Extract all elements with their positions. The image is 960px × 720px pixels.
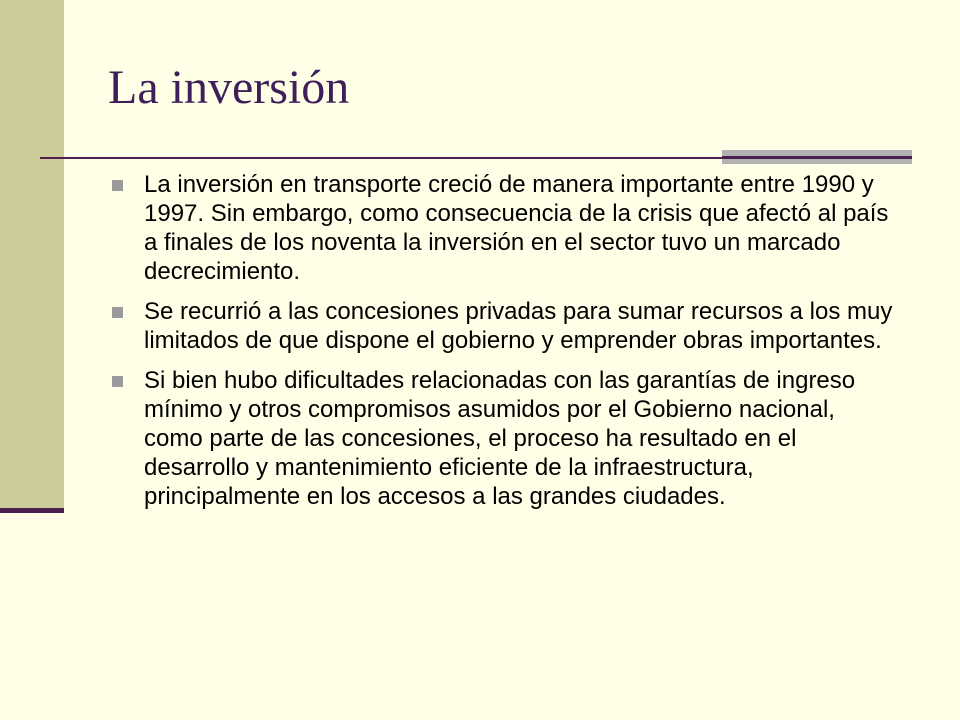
bullet-text: La inversión en transporte creció de manera importante entre 1990 y 1997. Sin embargo, como consecuencia de la crisis que afectó al país a finales de los noventa la inversión en el sector tuvo un marcado decrecimiento.: [144, 171, 889, 285]
bullet-item: [110, 170, 900, 286]
square-bullet-icon: [112, 180, 123, 191]
bullet-text: Se recurrió a las concesiones privadas para sumar recursos a los muy limitados de que dispone el gobierno y emprender obras importantes.: [144, 298, 893, 354]
title-accent-line: [722, 156, 912, 158]
slide-title: La inversión: [108, 61, 350, 114]
side-band: [0, 0, 64, 510]
bullet-item: [110, 297, 900, 355]
square-bullet-icon: [112, 307, 123, 318]
bullet-text: Si bien hubo dificultades relacionadas con las garantías de ingreso mínimo y otros compromisos asumidos por el Gobierno nacional, como parte de las concesiones, el proceso ha resultado en el desarrollo y mantenimiento eficiente de la infraestructura, principalmente en los accesos a las grandes ciudades.: [144, 367, 856, 510]
square-bullet-icon: [112, 376, 123, 387]
bullet-item: [110, 366, 900, 511]
side-rule: [0, 508, 64, 513]
bullet-list: [110, 170, 900, 522]
